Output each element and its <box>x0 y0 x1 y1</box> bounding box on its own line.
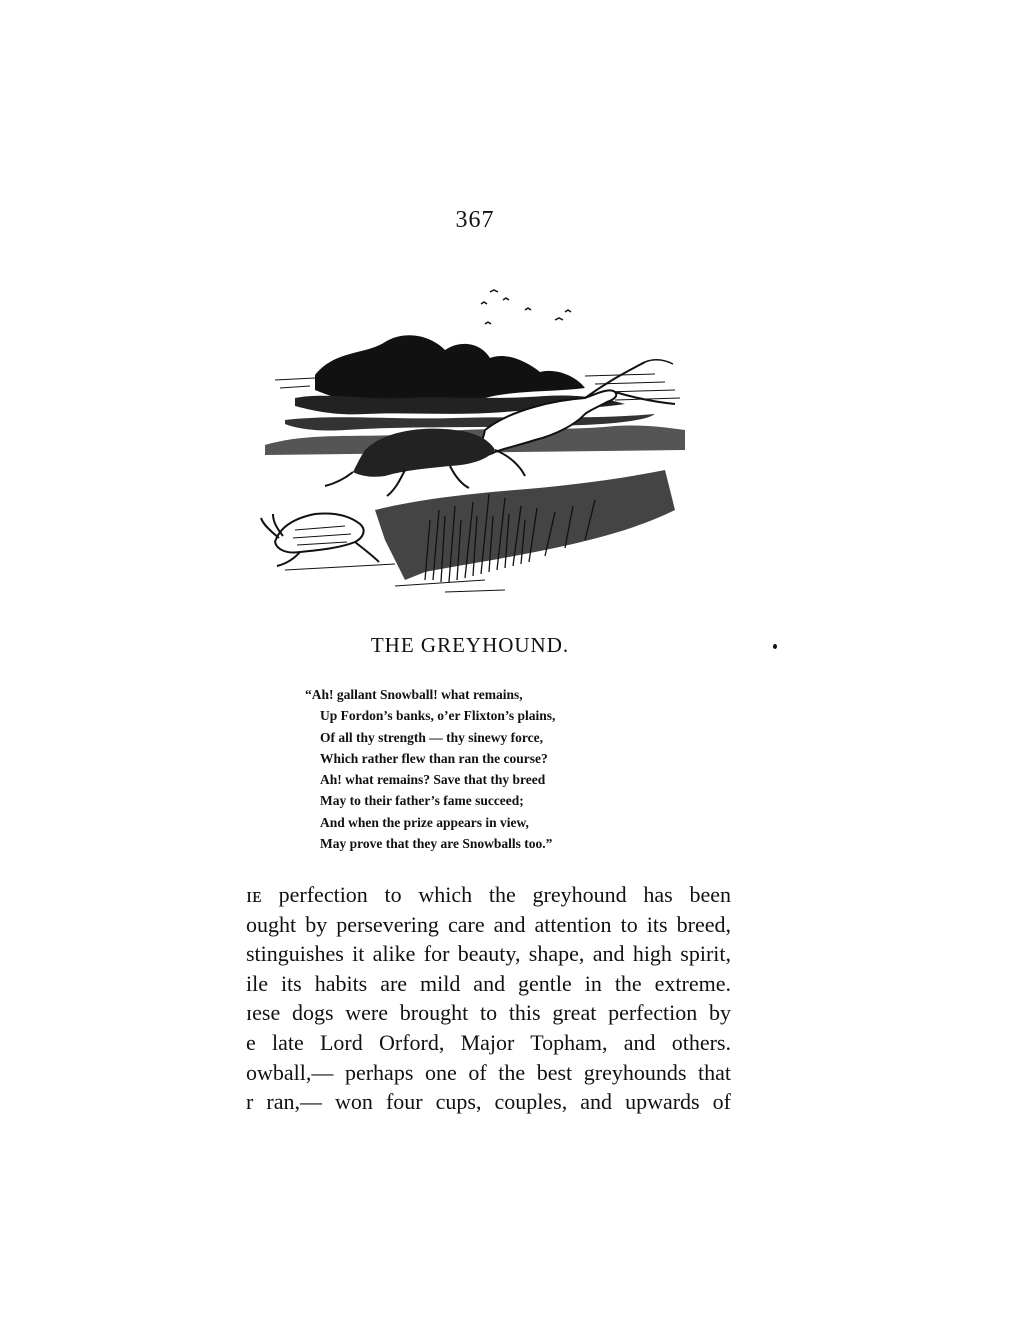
page-number: 367 <box>455 207 495 233</box>
epigraph-line: Which rather flew than ran the course? <box>320 750 548 766</box>
body-line: owball,— perhaps one of the best greyhounds that <box>246 1059 731 1085</box>
epigraph-line: May to their father’s fame succeed; <box>320 793 524 809</box>
epigraph-line: May prove that they are Snowballs too.” <box>320 836 553 852</box>
greyhounds-coursing-hare-engraving-icon <box>255 280 695 595</box>
chapter-title: THE GREYHOUND. <box>370 633 570 657</box>
epigraph-poem <box>305 684 555 854</box>
epigraph-line: Of all thy strength — thy sinewy force, <box>320 729 543 745</box>
body-line: stinguishes it alike for beauty, shape, and high spirit, <box>246 941 731 967</box>
ink-speck <box>773 644 777 649</box>
body-paragraph <box>246 880 731 1117</box>
body-line: ɪᴇ perfection to which the greyhound has been <box>246 882 731 907</box>
epigraph-line: Up Fordon’s banks, o’er Flixton’s plains, <box>320 708 556 724</box>
body-line: ile its habits are mild and gentle in the extreme. <box>246 970 731 996</box>
epigraph-line: And when the prize appears in view, <box>320 814 529 830</box>
body-line: r ran,— won four cups, couples, and upwards of <box>246 1089 731 1115</box>
body-line: ought by persevering care and attention to its breed, <box>246 911 731 937</box>
body-line: e late Lord Orford, Major Topham, and others. <box>246 1029 731 1055</box>
epigraph-line: “Ah! gallant Snowball! what remains, <box>305 687 523 702</box>
epigraph-line: Ah! what remains? Save that thy breed <box>320 772 546 788</box>
body-line: ɪese dogs were brought to this great perfection by <box>246 1000 731 1026</box>
